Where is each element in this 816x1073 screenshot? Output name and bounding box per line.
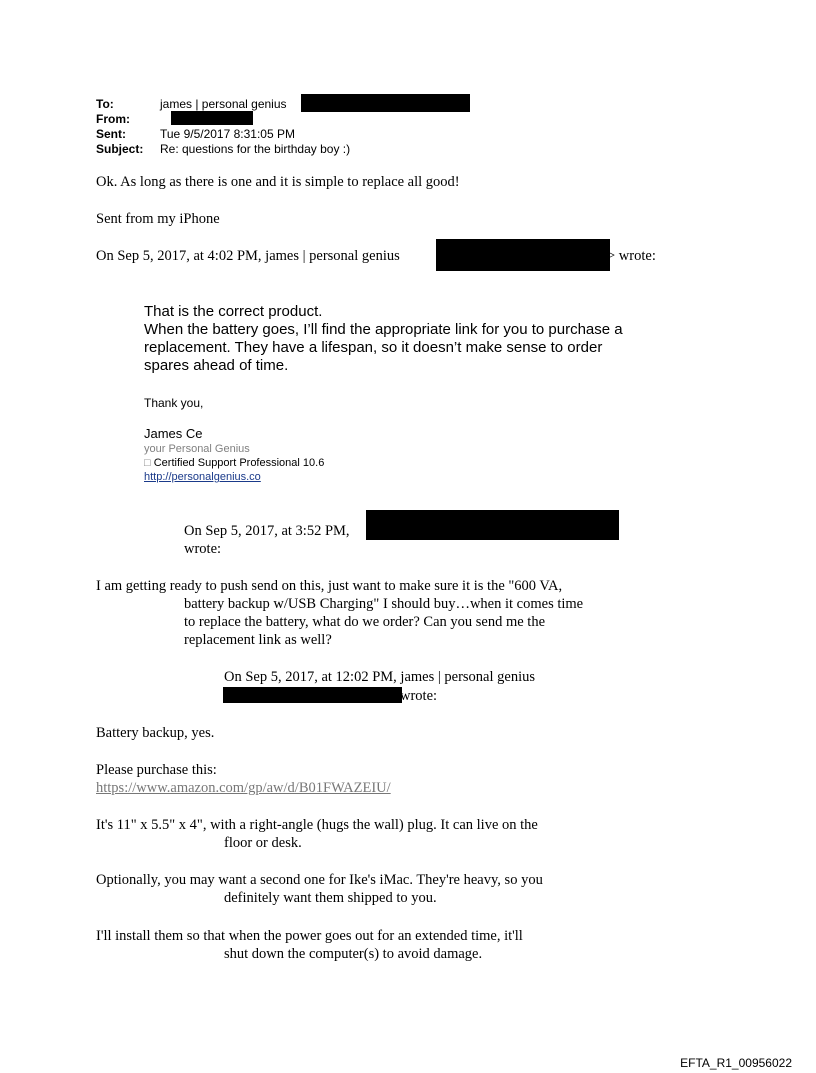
redaction-box <box>301 94 470 112</box>
quote2-line-3a: It's 11" x 5.5" x 4", with a right-angle (hugs the wall) plug. It can live on the <box>96 817 538 833</box>
james-line-4: spares ahead of time. <box>144 357 289 374</box>
quote2-line-2: Please purchase this: <box>96 762 217 778</box>
quote1-attribution: On Sep 5, 2017, at 3:52 PM, <box>184 523 350 539</box>
reply-signature: Sent from my iPhone <box>96 211 220 227</box>
redaction-box <box>436 239 610 271</box>
signature-cert-text: Certified Support Professional 10.6 <box>153 457 325 469</box>
sent-value: Tue 9/5/2017 8:31:05 PM <box>160 127 295 141</box>
quote1-attribution-wrote: wrote: <box>184 541 222 557</box>
redaction-box <box>171 111 253 125</box>
signature-website-link[interactable]: http://personalgenius.co <box>144 471 261 483</box>
quote2-line-5a: I'll install them so that when the power goes out for an extended time, it'll <box>96 928 523 944</box>
subject-value: Re: questions for the birthday boy :) <box>160 142 351 156</box>
redaction-box <box>366 510 619 540</box>
james-line-3: replacement. They have a lifespan, so it doesn’t make sense to order <box>144 339 603 356</box>
signature-cert <box>144 457 324 469</box>
subject-label: Subject: <box>96 142 144 156</box>
quote1-line-4: replacement link as well? <box>184 632 332 648</box>
quote2-line-4a: Optionally, you may want a second one for Ike's iMac. They're heavy, so you <box>96 872 543 888</box>
redaction-box <box>223 687 402 703</box>
signature-tagline: your Personal Genius <box>144 443 250 455</box>
quote2-attribution: On Sep 5, 2017, at 12:02 PM, james | personal genius <box>224 669 535 685</box>
quote2-line-1: Battery backup, yes. <box>96 725 215 741</box>
quote1-line-3: to replace the battery, what do we order? Can you send me the <box>184 614 546 630</box>
quote2-attribution-wrote: wrote: <box>400 688 438 704</box>
to-label: To: <box>96 97 114 111</box>
reply-attribution-suffix: > wrote: <box>607 248 656 264</box>
quote1-line-2: battery backup w/USB Charging" I should buy…when it comes time <box>184 596 584 612</box>
thanks-text: Thank you, <box>144 396 204 410</box>
james-line-1: That is the correct product. <box>144 303 323 320</box>
amazon-link[interactable]: https://www.amazon.com/gp/aw/d/B01FWAZEIU/ <box>96 780 391 796</box>
to-value: james | personal genius <box>160 97 287 111</box>
quote2-line-4b: definitely want them shipped to you. <box>224 890 437 906</box>
reply-attribution: On Sep 5, 2017, at 4:02 PM, james | personal genius <box>96 248 400 264</box>
from-label: From: <box>96 112 130 126</box>
cert-placeholder-icon: □ <box>144 457 151 469</box>
reply-text: Ok. As long as there is one and it is simple to replace all good! <box>96 174 460 190</box>
quote2-line-5b: shut down the computer(s) to avoid damage. <box>224 946 483 962</box>
quote1-line-1: I am getting ready to push send on this, just want to make sure it is the "600 VA, <box>96 578 563 594</box>
document-id: EFTA_R1_00956022 <box>680 1056 792 1070</box>
quote2-line-3b: floor or desk. <box>224 835 302 851</box>
signature-name: James Ce <box>144 426 203 441</box>
james-line-2: When the battery goes, I’ll find the appropriate link for you to purchase a <box>144 321 623 338</box>
sent-label: Sent: <box>96 127 126 141</box>
